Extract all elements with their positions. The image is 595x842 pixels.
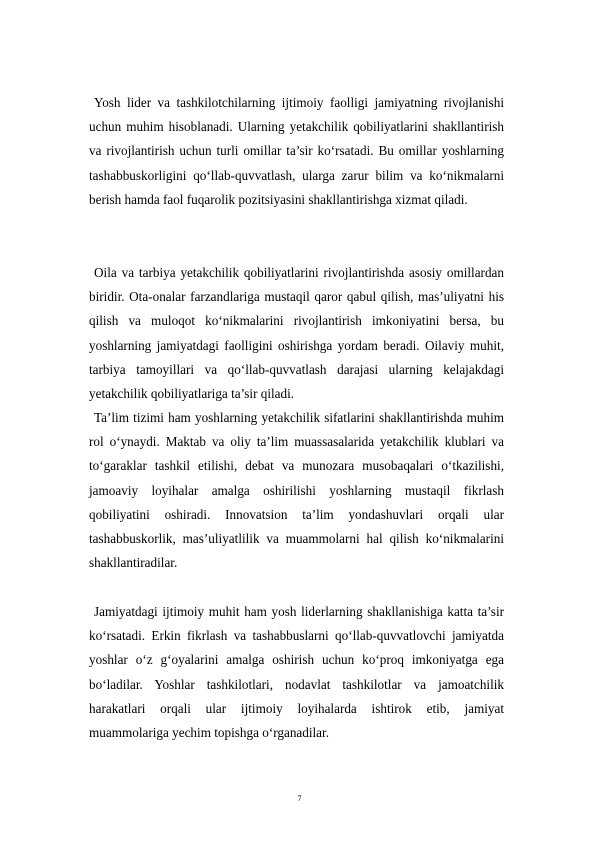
paragraph-4: Jamiyatdagi ijtimoiy muhit ham yosh liderlarning shakllanishiga katta ta’sir ko‘rsatadi. Erkin fikrlash va tashabbuslarni qo‘llab-quvvatlovchi jamiyatda yoshlar o‘z g‘oyalarini amalga oshirish uchun ko‘proq imkoniyatga ega bo‘ladilar. Yoshlar tashkilotlari, nodavlat tashkilotlar va jamoatchilik harakatlari orqali ular ijtimoiy loyihalarda ishtirok etib, jamiyat muammolariga yechim topishga o‘rganadilar. — [89, 604, 504, 741]
paragraph-1: Yosh lider va tashkilotchilarning ijtimoiy faolligi jamiyatning rivojlanishi uchun muhim hisoblanadi. Ularning yetakchilik qobiliyatlarini shakllantirish va rivojlantirish uchun turli omillar ta’sir ko‘rsatadi. Bu omillar yoshlarning tashabbuskorligini qo‘llab-quvvatlash, ularga zarur bilim va ko‘nikmalarni berish hamda faol fuqarolik pozitsiyasini shakllantirishga xizmat qiladi. — [89, 95, 504, 207]
paragraph-3: Ta’lim tizimi ham yoshlarning yetakchilik sifatlarini shakllantirishda muhim rol o‘ynaydi. Maktab va oliy ta’lim muassasalarida yetakchilik klublari va to‘garaklar tashkil etilishi, debat va munozara musobaqalari o‘tkazilishi, jamoaviy loyihalar amalga oshirilishi yoshlarning mustaqil fikrlash qobiliyatini oshiradi. Innovatsion ta’lim yondashuvlari orqali ular tashabbuskorlik, mas’uliyatlilik va muammolarni hal qilish ko‘nikmalarini shakllantiradilar. — [89, 410, 504, 571]
page-number: 7 — [297, 794, 302, 803]
paragraph-2: Oila va tarbiya yetakchilik qobiliyatlarini rivojlantirishda asosiy omillardan biridir. Ota-onalar farzandlariga mustaqil qaror qabul qilish, mas’uliyatni his qilish va muloqot ko‘nikmalarini rivojlantirish imkoniyatini bersa, bu yoshlarning jamiyatdagi faolligini oshirishga yordam beradi. Oilaviy muhit, tarbiya tamoyillari va qo‘llab-quvvatlash darajasi ularning kelajakdagi yetakchilik qobiliyatlariga ta’sir qiladi. — [89, 265, 504, 402]
